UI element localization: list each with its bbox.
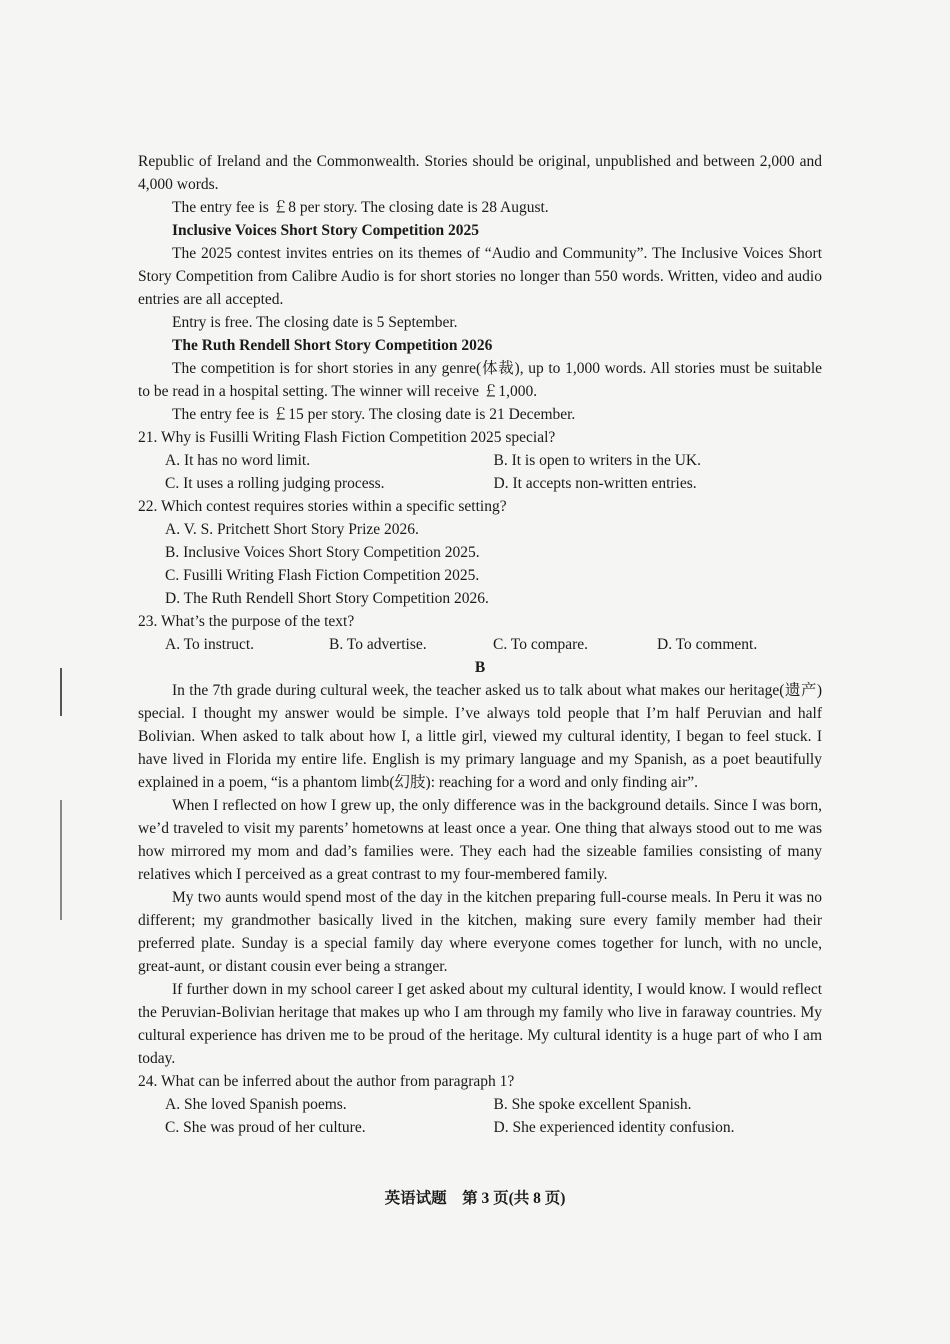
answer-option: D. She experienced identity confusion. <box>493 1119 735 1136</box>
page-content <box>138 150 822 1139</box>
passage-a-paragraph: Republic of Ireland and the Commonwealth. Stories should be original, unpublished and between 2,000 and 4,000 words. <box>138 153 822 193</box>
answer-option: A. To instruct. <box>165 636 255 653</box>
answer-option: B. It is open to writers in the UK. <box>493 452 702 469</box>
question-stem: 22. Which contest requires stories within a specific setting? <box>138 498 507 515</box>
question-stem: 23. What’s the purpose of the text? <box>138 613 355 630</box>
passage-b-paragraph: When I reflected on how I grew up, the only difference was in the background details. Since I was born, we’d traveled to visit my parents’ hometowns at least once a year. One thing that always stood out to me was how mirrored my mom and dad’s families were. They each had the sizeable families consisting of many relatives which I perceived as a great contrast to my four-membered family. <box>138 797 822 883</box>
question-stem: 24. What can be inferred about the author from paragraph 1? <box>138 1073 515 1090</box>
answer-option: A. She loved Spanish poems. <box>165 1096 347 1113</box>
answer-option: B. She spoke excellent Spanish. <box>493 1096 692 1113</box>
passage-b-paragraph: In the 7th grade during cultural week, the teacher asked us to talk about what makes our heritage(遗产) special. I thought my answer would be simple. I’ve always told people that I’m half Peruvian and half Bolivian. When asked to talk about how I, a little girl, viewed my cultural identity, I began to feel stuck. I have lived in Florida my entire life. English is my primary language and my Spanish, as a poet beautifully explained in a poem, “is a phantom limb(幻肢): reaching for a word and only finding air”. <box>138 682 822 791</box>
competition-heading: Inclusive Voices Short Story Competition 2025 <box>172 222 479 239</box>
answer-option: C. Fusilli Writing Flash Fiction Competition 2025. <box>165 567 480 584</box>
answer-options <box>138 449 822 472</box>
passage-a-paragraph: The competition is for short stories in any genre(体裁), up to 1,000 words. All stories must be suitable to be read in a hospital setting. The winner will receive ￡1,000. <box>138 360 822 400</box>
answer-option: A. V. S. Pritchett Short Story Prize 2026. <box>165 521 419 538</box>
competition-heading: The Ruth Rendell Short Story Competition 2026 <box>172 337 493 354</box>
passage-a-paragraph: The 2025 contest invites entries on its themes of “Audio and Community”. The Inclusive Voices Short Story Competition from Calibre Audio is for short stories no longer than 550 words. Written, video and audio entries are all accepted. <box>138 245 822 308</box>
answer-options <box>138 1116 822 1139</box>
answer-option: B. To advertise. <box>329 636 427 653</box>
answer-option: A. It has no word limit. <box>165 452 311 469</box>
answer-options <box>138 1093 822 1116</box>
passage-a-paragraph: The entry fee is ￡8 per story. The closing date is 28 August. <box>172 199 549 216</box>
answer-option: D. It accepts non-written entries. <box>493 475 697 492</box>
scan-artifact-line <box>60 800 62 920</box>
answer-option: C. She was proud of her culture. <box>165 1119 366 1136</box>
passage-a-paragraph: Entry is free. The closing date is 5 September. <box>172 314 458 331</box>
passage-b-paragraph: My two aunts would spend most of the day in the kitchen preparing full-course meals. In Peru it was no different; my grandmother basically lived in the kitchen, making sure every family member had their preferred plate. Sunday is a special family day where everyone comes together for lunch, with no uncle, great-aunt, or distant cousin ever being a stranger. <box>138 889 822 975</box>
answer-option: C. It uses a rolling judging process. <box>165 475 385 492</box>
answer-options <box>138 472 822 495</box>
page-footer: 英语试题 第 3 页(共 8 页) <box>384 1190 566 1207</box>
answer-option: B. Inclusive Voices Short Story Competition 2025. <box>165 544 480 561</box>
answer-option: D. The Ruth Rendell Short Story Competition 2026. <box>165 590 489 607</box>
passage-a-paragraph: The entry fee is ￡15 per story. The closing date is 21 December. <box>172 406 576 423</box>
answer-option: D. To comment. <box>657 636 758 653</box>
scan-artifact-line <box>60 668 62 716</box>
passage-b-paragraph: If further down in my school career I get asked about my cultural identity, I would know. I would reflect the Peruvian-Bolivian heritage that makes up who I am through my family who live in faraway countries. My cultural experience has driven me to be proud of the heritage. My cultural identity is a huge part of who I am today. <box>138 981 822 1067</box>
answer-option: C. To compare. <box>493 636 589 653</box>
section-label: B <box>474 659 486 676</box>
question-stem: 21. Why is Fusilli Writing Flash Fiction Competition 2025 special? <box>138 429 556 446</box>
answer-options <box>138 633 822 656</box>
